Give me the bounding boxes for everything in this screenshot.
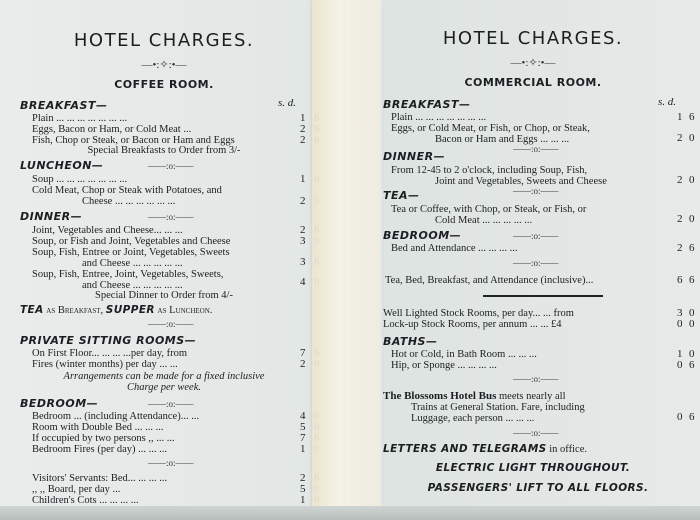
- line-item: Lock-up Stock Rooms, per annum ... ... £4: [383, 319, 562, 330]
- separator: ——:o:——: [513, 374, 559, 384]
- price-s: 2: [677, 132, 683, 144]
- tea-text: as Breakfast,: [43, 305, 106, 316]
- price-s: 3: [300, 235, 306, 247]
- line-item: Room with Double Bed ... ... ...: [32, 422, 164, 433]
- separator: ——:o:——: [513, 186, 559, 196]
- currency-header: s. d.: [658, 96, 677, 108]
- price-s: 1: [677, 111, 683, 123]
- price-s: 1: [300, 494, 306, 506]
- price-s: 3: [300, 256, 306, 268]
- line-item: Plain ... ... ... ... ... ... ...: [391, 112, 487, 123]
- price-s: 2: [677, 174, 683, 186]
- line-item: Luggage, each person ... ... ...: [411, 413, 535, 424]
- note: Special Breakfasts to Order from 3/-: [87, 145, 241, 156]
- divider-rule: [483, 295, 603, 297]
- price-d: 0: [689, 307, 695, 319]
- line-item: Visitors' Servants: Bed... ... ... ...: [32, 473, 168, 484]
- line-item: and Cheese ... ... ... ... ...: [82, 258, 183, 269]
- line-item: Joint and Vegetables, Sweets and Cheese: [435, 176, 607, 187]
- separator: ——:o:——: [513, 258, 559, 268]
- tea-label: TEA: [20, 304, 44, 316]
- price-s: 0: [677, 359, 683, 371]
- price-s: 2: [300, 134, 306, 146]
- ornament: —•:✧:•—: [141, 59, 187, 71]
- section-bedroom: BEDROOM—: [383, 229, 462, 242]
- price-s: 2: [300, 472, 306, 484]
- page-title: HOTEL CHARGES.: [73, 30, 255, 51]
- section-breakfast: BREAKFAST—: [383, 98, 471, 111]
- supper-label: SUPPER: [105, 304, 155, 316]
- line-item: Eggs, or Cold Meat, or Fish, or Chop, or Steak,: [391, 123, 590, 134]
- line-item: ,, ,, Board, per day ...: [32, 484, 121, 495]
- price-d: 0: [689, 132, 695, 144]
- note: Arrangements can be made for a fixed inclusive: [63, 371, 265, 382]
- price-d: 0: [689, 213, 695, 225]
- price-d: 0: [689, 318, 695, 330]
- line-item: If occupied by two persons ,, ... ...: [32, 433, 175, 444]
- page-title: HOTEL CHARGES.: [442, 28, 624, 49]
- price-d: 6: [689, 242, 695, 254]
- section-dinner: DINNER—: [20, 210, 83, 223]
- supper-text: as Luncheon.: [154, 305, 213, 316]
- price-s: 5: [300, 483, 306, 495]
- price-s: 2: [300, 224, 306, 236]
- price-s: 4: [300, 410, 306, 422]
- line-item: Hot or Cold, in Bath Room ... ... ...: [391, 349, 537, 360]
- price-s: 5: [300, 421, 306, 433]
- separator: ——:o:——: [148, 212, 194, 222]
- line-item: Bedroom Fires (per day) ... ... ...: [32, 444, 168, 455]
- price-s: 6: [677, 274, 683, 286]
- bus-name: The Blossoms Hotel Bus: [383, 390, 497, 402]
- letters-text: in office.: [546, 444, 587, 455]
- line-item: Tea, Bed, Breakfast, and Attendance (inclusive)...: [385, 275, 594, 286]
- line-item: Soup, Fish, Entree, Joint, Vegetables, Sweets,: [32, 269, 224, 280]
- bus-text: meets nearly all: [496, 391, 566, 402]
- section-baths: BATHS—: [383, 335, 438, 348]
- line-item: Soup ... ... ... ... ... ... ...: [32, 174, 128, 185]
- price-d: 6: [689, 111, 695, 123]
- separator: ——:o:——: [148, 458, 194, 468]
- room-heading: COFFEE ROOM.: [114, 78, 214, 91]
- price-s: 2: [300, 195, 306, 207]
- tea-supper-line: [20, 304, 212, 316]
- section-tea: TEA—: [383, 189, 420, 202]
- line-item: Bedroom ... (including Attendance)... ...: [32, 411, 200, 422]
- line-item: Soup, Fish, Entree or Joint, Vegetables, Sweets: [32, 247, 230, 258]
- letters-label: LETTERS AND TELEGRAMS: [383, 443, 547, 455]
- section-luncheon: LUNCHEON—: [20, 159, 104, 172]
- price-s: 1: [300, 112, 306, 124]
- price-s: 2: [300, 358, 306, 370]
- line-item: Fish, Chop or Steak, or Bacon or Ham and Eggs: [32, 135, 235, 146]
- separator: ——:o:——: [148, 161, 194, 171]
- section-breakfast: BREAKFAST—: [20, 99, 108, 112]
- price-s: 3: [677, 307, 683, 319]
- electric-light-note: ELECTRIC LIGHT THROUGHOUT.: [435, 462, 631, 474]
- page-edge: [0, 506, 700, 520]
- separator: ——:o:——: [148, 319, 194, 329]
- price-s: 0: [677, 318, 683, 330]
- price-d: 0: [689, 348, 695, 360]
- separator: ——:o:——: [513, 231, 559, 241]
- price-s: 2: [677, 242, 683, 254]
- separator: ——:o:——: [513, 428, 559, 438]
- price-s: 1: [677, 348, 683, 360]
- letters-line: [383, 443, 587, 455]
- price-d: 6: [689, 274, 695, 286]
- note: Charge per week.: [127, 382, 201, 393]
- price-s: 7: [300, 347, 306, 359]
- line-item: Trains at General Station. Fare, including: [411, 402, 585, 413]
- lift-note: PASSENGERS' LIFT TO ALL FLOORS.: [427, 482, 649, 494]
- ornament: —•:✧:•—: [510, 57, 556, 69]
- line-item: Bed and Attendance ... ... ... ...: [391, 243, 518, 254]
- price-s: 1: [300, 443, 306, 455]
- price-d: 0: [689, 174, 695, 186]
- line-item: Well Lighted Stock Rooms, per day... ... from: [383, 308, 574, 319]
- tape-strip-highlight: [346, 0, 382, 520]
- line-item: Children's Cots ... ... ... ...: [32, 495, 139, 506]
- price-s: 2: [677, 213, 683, 225]
- note: Special Dinner to Order from 4/-: [95, 290, 233, 301]
- line-item: Cheese ... ... ... ... ... ...: [82, 196, 176, 207]
- line-item: and Cheese ... ... ... ... ...: [82, 280, 183, 291]
- price-d: 6: [689, 411, 695, 423]
- price-d: 6: [689, 359, 695, 371]
- line-item: Plain ... ... ... ... ... ... ...: [32, 113, 128, 124]
- line-item: Soup, or Fish and Joint, Vegetables and Cheese: [32, 236, 231, 247]
- line-item: Cold Meat ... ... ... ... ...: [435, 215, 533, 226]
- price-s: 0: [677, 411, 683, 423]
- line-item: Fires (winter months) per day ... ...: [32, 359, 178, 370]
- line-item: On First Floor... ... ... ...per day, from: [32, 348, 188, 359]
- price-s: 1: [300, 173, 306, 185]
- line-item: Eggs, Bacon or Ham, or Cold Meat ...: [32, 124, 192, 135]
- price-s: 2: [300, 123, 306, 135]
- separator: ——:o:——: [148, 399, 194, 409]
- price-s: 7: [300, 432, 306, 444]
- line-item: Tea or Coffee, with Chop, or Steak, or Fish, or: [391, 204, 587, 215]
- currency-header: s. d.: [278, 97, 297, 109]
- section-bedroom: BEDROOM—: [20, 397, 99, 410]
- line-item: Joint, Vegetables and Cheese... ... ...: [32, 225, 183, 236]
- line-item: Bacon or Ham and Eggs ... ... ...: [435, 134, 570, 145]
- section-dinner: DINNER—: [383, 150, 446, 163]
- section-private-rooms: PRIVATE SITTING ROOMS—: [20, 334, 197, 347]
- room-heading: COMMERCIAL ROOM.: [464, 76, 602, 89]
- line-item: Hip, or Sponge ... ... ... ...: [391, 360, 497, 371]
- separator: ——:o:——: [513, 144, 559, 154]
- line-item: Cold Meat, Chop or Steak with Potatoes, and: [32, 185, 222, 196]
- line-item: From 12-45 to 2 o'clock, including Soup, Fish,: [391, 165, 588, 176]
- bus-line: [383, 390, 566, 402]
- price-s: 4: [300, 276, 306, 288]
